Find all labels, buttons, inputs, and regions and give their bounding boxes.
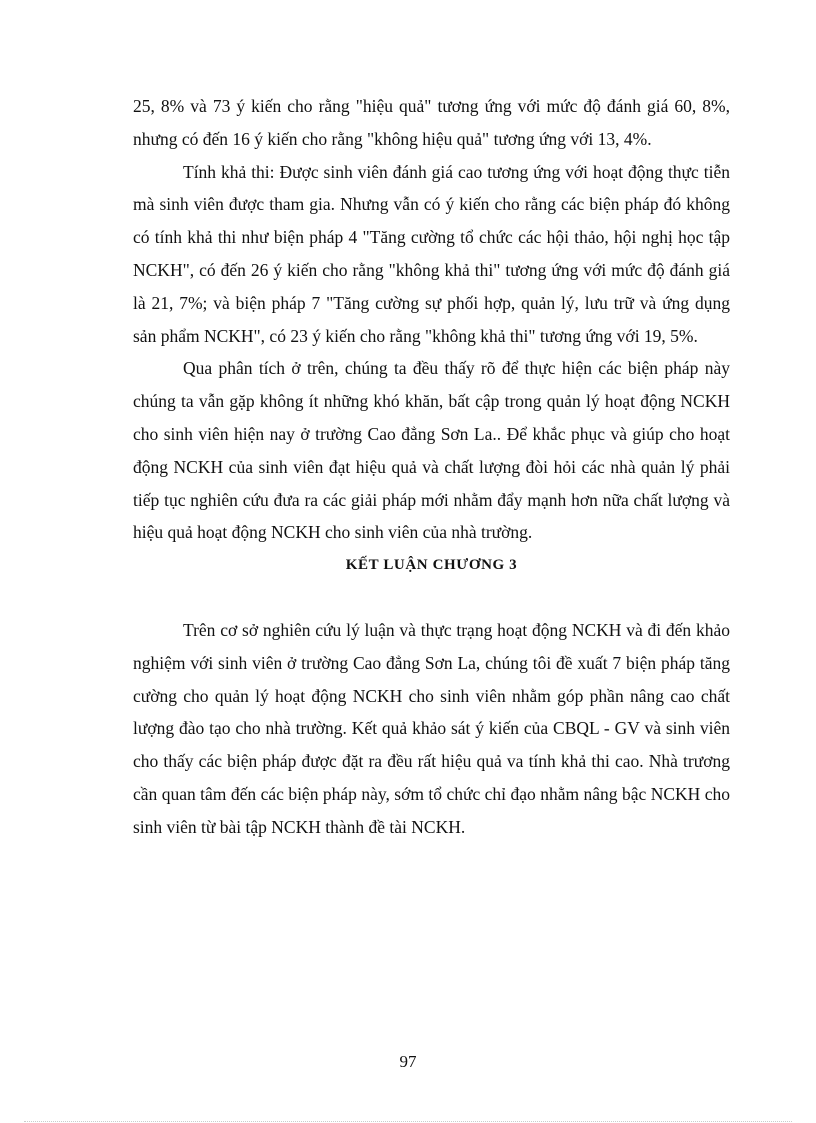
- footer-rule: [24, 1121, 792, 1122]
- paragraph-1: 25, 8% và 73 ý kiến cho rằng "hiệu quả" tương ứng với mức độ đánh giá 60, 8%, nhưng có đến 16 ý kiến cho rằng "không hiệu quả" tương ứng với 13, 4%.: [133, 96, 730, 149]
- paragraph-2: Tính khả thi: Được sinh viên đánh giá cao tương ứng với hoạt động thực tiễn mà sinh viên được tham gia. Nhưng vẫn có ý kiến cho rằng các biện pháp đó không có tính khả thi như biện pháp 4 "Tăng cường tổ chức các hội thảo, hội nghị học tập NCKH", có đến 26 ý kiến cho rằng "không khả thi" tương ứng với mức độ đánh giá là 21, 7%; và biện pháp 7 "Tăng cường sự phối hợp, quản lý, lưu trữ và ứng dụng sản phẩm NCKH", có 23 ý kiến cho rằng "không khả thi" tương ứng với 19, 5%.: [133, 161, 730, 346]
- paragraph-4: Trên cơ sở nghiên cứu lý luận và thực trạng hoạt động NCKH và đi đến khảo nghiệm với sinh viên ở trường Cao đẳng Sơn La, chúng tôi đề xuất 7 biện pháp tăng cường cho quản lý hoạt động NCKH cho sinh viên nhằm góp phần nâng cao chất lượng đào tạo cho nhà trường. Kết quả khảo sát ý kiến của CBQL - GV và sinh viên cho thấy các biện pháp được đặt ra đều rất hiệu quả va tính khả thi cao. Nhà trương cần quan tâm đến các biện pháp này, sớm tổ chức chỉ đạo nhằm nâng bậc NCKH cho sinh viên từ bài tập NCKH thành đề tài NCKH.: [133, 619, 730, 837]
- paragraph-3: Qua phân tích ở trên, chúng ta đều thấy rõ để thực hiện các biện pháp này chúng ta vẫn gặp không ít những khó khăn, bất cập trong quản lý hoạt động NCKH cho sinh viên hiện nay ở trường Cao đẳng Sơn La.. Để khắc phục và giúp cho hoạt động NCKH của sinh viên đạt hiệu quả và chất lượng đòi hỏi các nhà quản lý phải tiếp tục nghiên cứu đưa ra các giải pháp mới nhằm đẩy mạnh hơn nữa chất lượng và hiệu quả hoạt động NCKH cho sinh viên của nhà trường.: [133, 358, 730, 543]
- page-number: 97: [399, 1052, 417, 1071]
- body-text: [133, 90, 730, 844]
- chapter-conclusion-heading: KẾT LUẬN CHƯƠNG 3: [345, 557, 518, 574]
- spacer: [133, 582, 730, 614]
